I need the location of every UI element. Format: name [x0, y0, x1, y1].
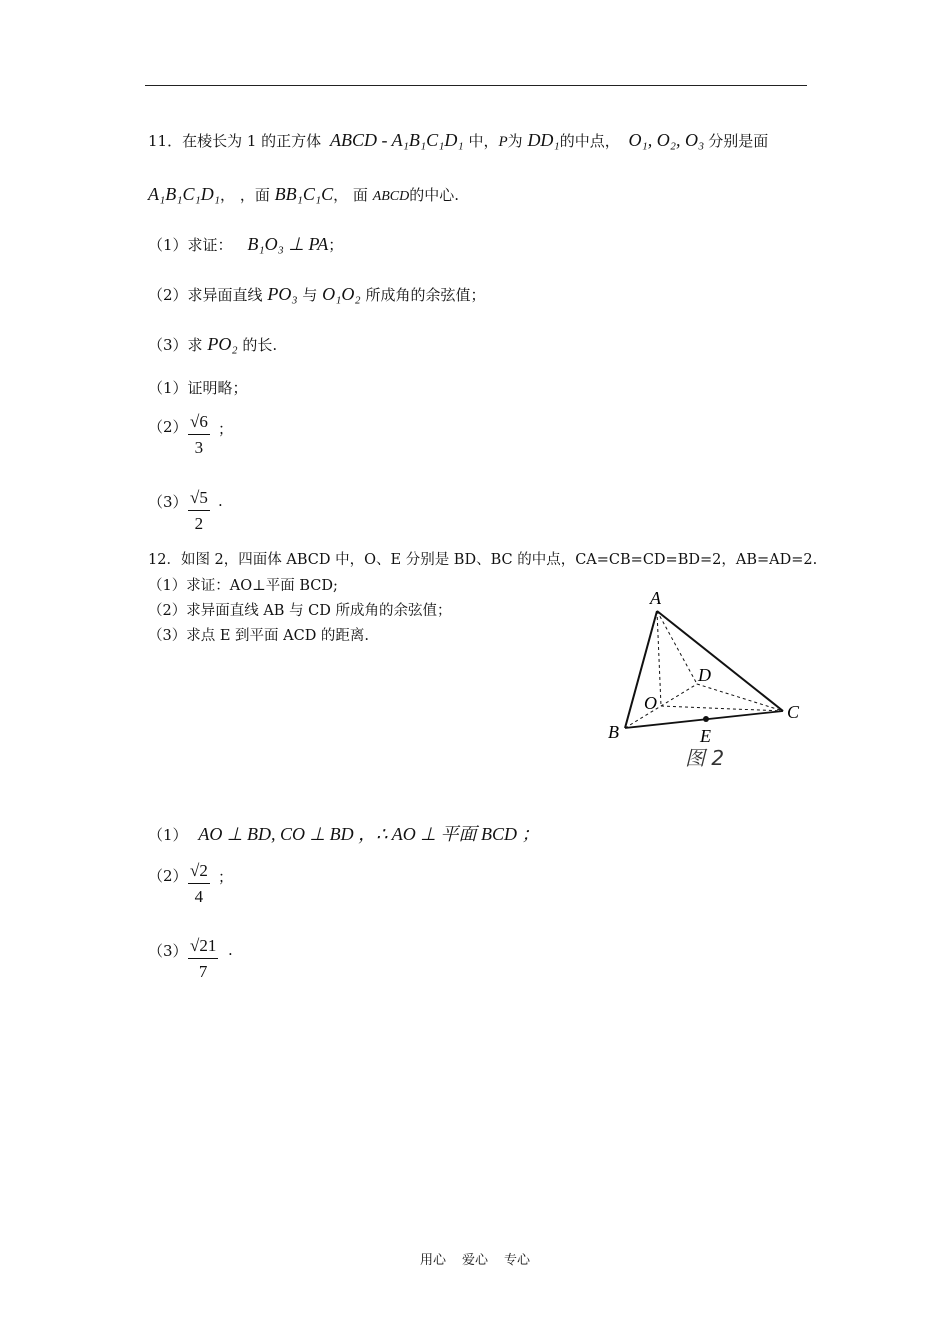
q11-stem-line2: A₁B₁C₁D₁， ，面 BB₁C₁C， 面 ABCD的中心. [148, 184, 460, 204]
q12-part-1: （1）求证：AO⊥平面 BCD; [148, 578, 338, 594]
segment-AO [657, 611, 661, 706]
label-A: A [650, 588, 661, 608]
q12-answer-2-fraction: $\frac{√2}{4}$ [190, 861, 208, 906]
cube-name: ABCD - A₁B₁C₁D₁ [329, 130, 464, 150]
figure-caption: 图 2 [685, 746, 725, 770]
q11-part-3: （3）求 PO₂ 的长. [148, 334, 278, 354]
q12-stem: 12．如图 2，四面体 ABCD 中，O、E 分别是 BD、BC 的中点，CA=CB=CD=BD=2，AB=AD=2. [148, 552, 818, 568]
q12-part-2: （2）求异面直线 AB 与 CD 所成角的余弦值； [148, 603, 452, 619]
label-O: O [644, 693, 657, 713]
segment-OC [661, 706, 783, 711]
edge-AC [657, 611, 783, 711]
q11-part-2: （2）求异面直线 PO₃ 与 O₁O₂ 所成角的余弦值； [148, 284, 486, 304]
q12-answer-2-label: （2） [148, 867, 188, 885]
q12-answer-3-label: （3） [148, 942, 188, 960]
label-C: C [787, 702, 800, 722]
point-E [703, 716, 709, 722]
q12-part-3: （3）求点 E 到平面 ACD 的距离. [148, 628, 370, 644]
label-D: D [698, 665, 711, 685]
q11-answer-3-fraction: $\frac{√5}{2}$ [190, 488, 208, 533]
edge-AD [657, 611, 697, 684]
page-footer: 用心 爱心 专心 [419, 1253, 531, 1268]
q11-answer-2-fraction: $\frac{√6}{3}$ [190, 412, 208, 457]
q12-answer-3-fraction: $\frac{√21}{7}$ [190, 936, 217, 981]
label-E: E [700, 726, 711, 746]
tetrahedron-figure [600, 585, 815, 775]
q11-answer-1: （1）证明略； [148, 379, 248, 397]
edge-CD [697, 684, 783, 711]
q11-answer-3-label: （3） [148, 493, 188, 511]
q11-part-1: （1）求证： B₁O₃ ⊥ PA； [148, 234, 344, 254]
q12-answer-1: （1） AO ⊥ BD, CO ⊥ BD ，∴ AO ⊥ 平面 BCD ； [148, 824, 540, 844]
header-rule [145, 85, 807, 86]
q11-stem-line1: 11．在棱长为 1 的正方体 ABCD - A₁B₁C₁D₁ 中，P为 DD₁的中点， O₁, O₂, O₃ 分别是面 [148, 130, 769, 150]
q11-answer-2-label: （2） [148, 418, 188, 436]
label-B: B [608, 722, 619, 742]
